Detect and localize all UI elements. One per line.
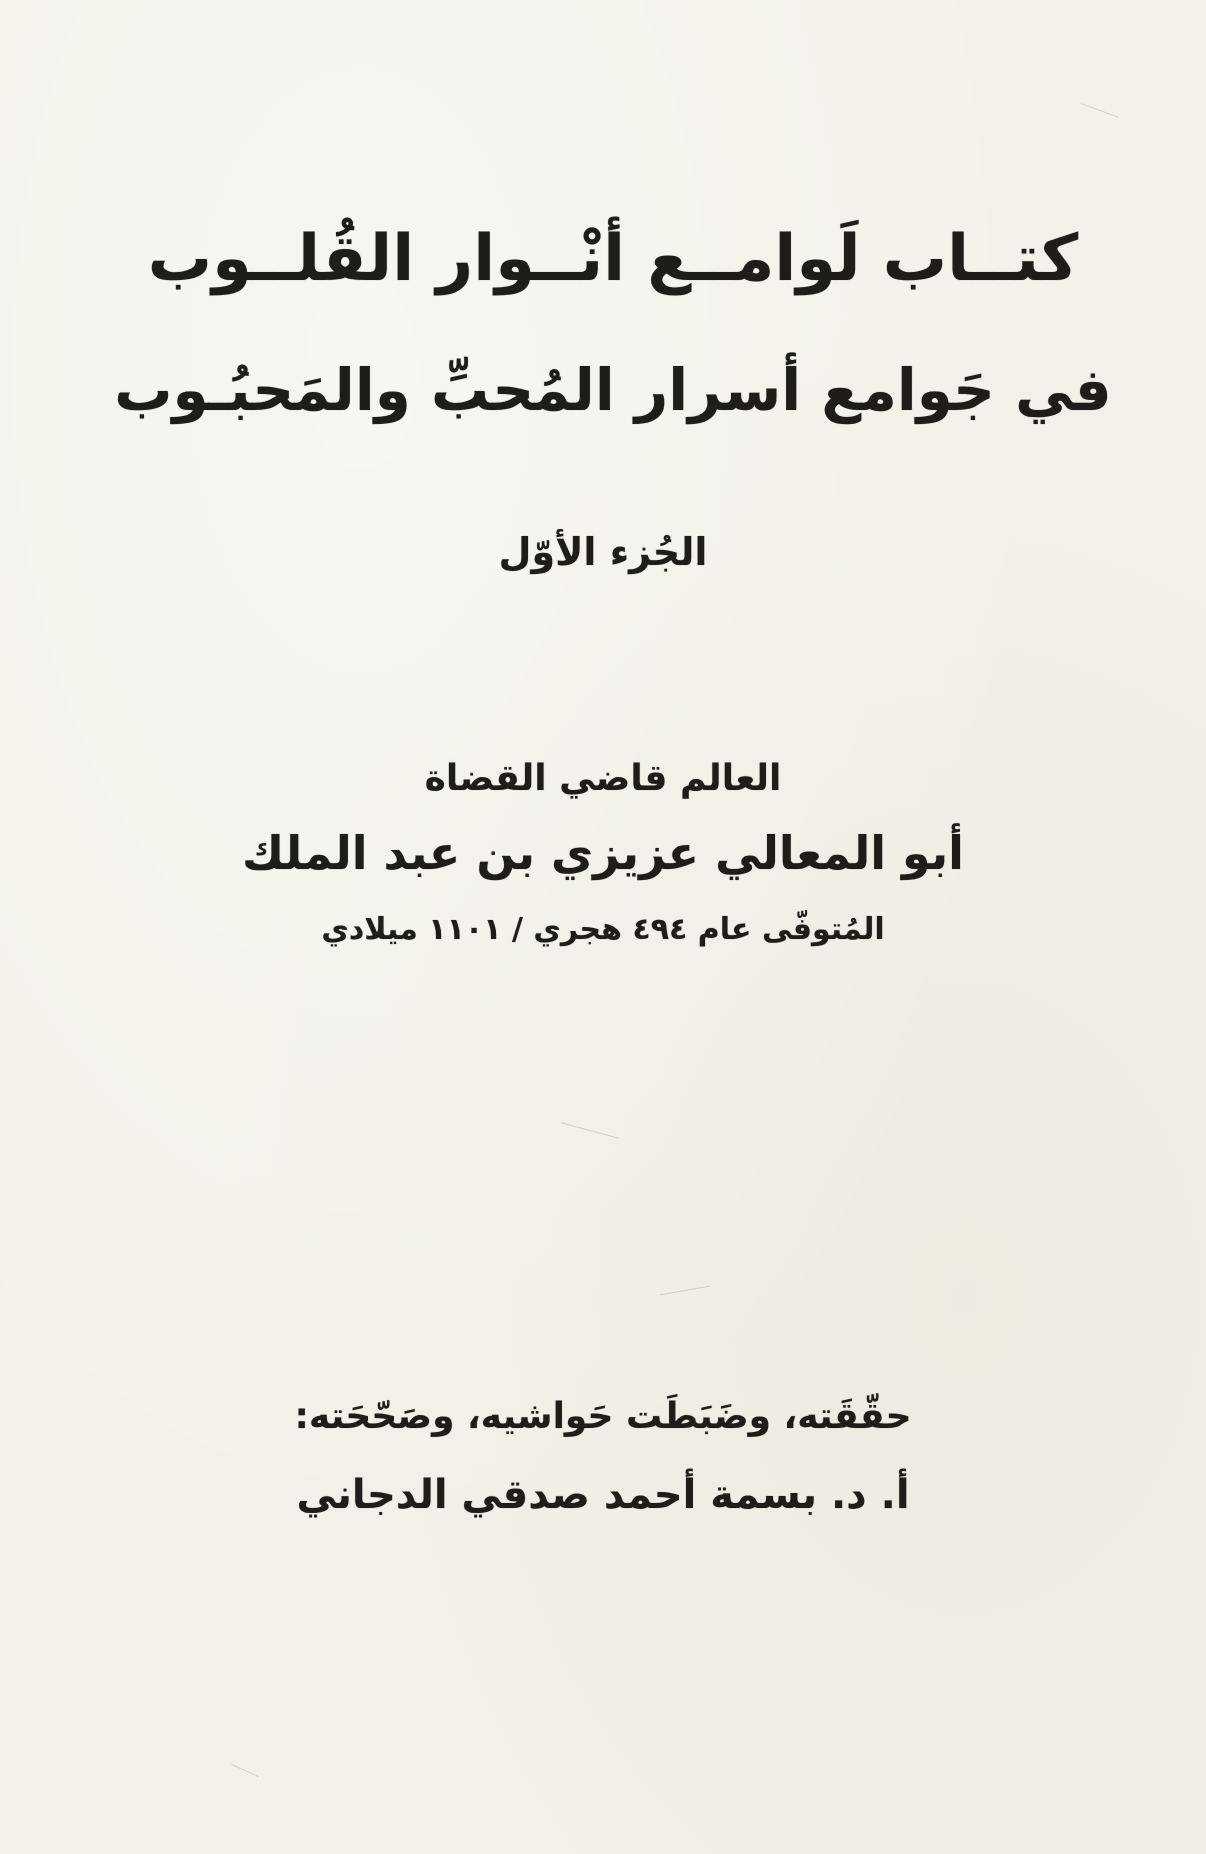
paper-speck	[660, 1286, 709, 1296]
volume-label: الجُزء الأوّل	[498, 530, 708, 574]
author-title: العالم قاضي القضاة	[424, 758, 782, 799]
author-name: أبو المعالي عزيزي بن عبد الملك	[242, 826, 964, 880]
paper-speck	[1081, 103, 1119, 118]
author-death-date: المُتوفّى عام ٤٩٤ هجري / ١١٠١ ميلادي	[321, 912, 885, 947]
book-title-line-1: كتــاب لَوامــع أنْــوار القُلــوب	[147, 222, 1079, 296]
editor-name: أ. د. بسمة أحمد صدقي الدجاني	[296, 1472, 910, 1518]
paper-speck	[561, 1122, 619, 1138]
paper-speck	[231, 1764, 259, 1778]
editor-credit-label: حقّقَته، وضَبَطَت حَواشيه، وصَحّحَته:	[294, 1396, 912, 1437]
book-title-line-2: في جَوامع أسرار المُحبِّ والمَحبُـوب	[114, 356, 1112, 424]
